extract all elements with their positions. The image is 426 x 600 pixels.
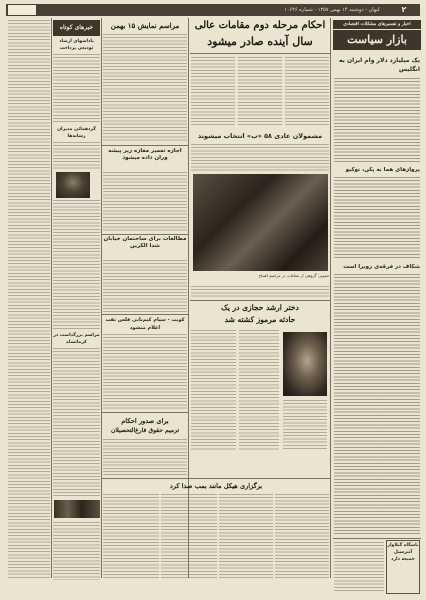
article-body [103, 172, 187, 232]
column-headline: مراسم بزرگداشت در کرمانشاه [53, 333, 100, 345]
story-headline: یک میلیارد دلار وام ایران به انگلیس [339, 57, 420, 73]
page-number: ۲ [401, 5, 407, 14]
column-headline: گردهمائی مدیران رسانه‌ها [57, 127, 96, 139]
section-rule [333, 538, 421, 539]
story-body [334, 78, 420, 162]
bottom-headline: برگزاری هیکل مانند بمب صدا کرد [169, 482, 263, 490]
section-rule [190, 300, 330, 301]
ad-body [334, 542, 384, 592]
article-column [161, 494, 217, 580]
article-body [53, 200, 100, 330]
article-column [285, 57, 329, 127]
masthead-date: کیهان - دوشنبه ۱۴ بهمن ۱۳۵۷ - شماره ۱۰۶۴۶ [284, 7, 380, 13]
article-column [191, 57, 235, 127]
section-rule [102, 145, 188, 146]
story-headline: شکاف در فرقه‌ی روبرا است [343, 264, 420, 270]
column-headline: مراسم نمایش ۱۵ بهمن [110, 21, 180, 30]
photo-caption: تصویر: گروهی از مقامات در مراسم افتتاح [258, 273, 329, 278]
article-column [219, 494, 273, 580]
bottom-headline: ترمیم حقوق فارغ‌التحصیلان [110, 427, 180, 434]
section-rule [190, 53, 330, 54]
article-body [8, 20, 50, 580]
article-body [53, 142, 100, 170]
sub-headline: مشمولان عادی ۵۸ «ب» انتخاب میشوند [197, 132, 323, 140]
right-box-kicker: اخبار و تفسیرهای مشکلات اقتصادی [333, 20, 421, 29]
story-body [334, 177, 420, 259]
article-body [103, 34, 187, 142]
article-column [283, 400, 327, 450]
column-headline: مطالعات برای ساختمان خیابان شدا الکرین [103, 236, 187, 249]
news-photo [193, 174, 328, 271]
section-rule [102, 314, 188, 315]
article-body [53, 522, 100, 580]
bottom-headline: برای صدور احکام [121, 417, 169, 425]
right-box-header: بازار سیاست [333, 30, 421, 50]
article-column [103, 494, 159, 580]
portrait-photo [56, 172, 90, 198]
story-headline: پروازهای هما به پکن، توکیو [345, 167, 420, 173]
article-body [191, 144, 329, 172]
column-headline: کویت - سیام کیم‌بانی فلس نفت اعلام میشود [105, 317, 185, 331]
column-headline: پاداشهای ارشاد تودیعی پرداخت [59, 39, 94, 51]
ad-headline: باشگاه گیلاوار آنترسیل جمیعه دارد [387, 543, 419, 562]
section-rule [102, 234, 188, 235]
section-rule [102, 478, 330, 479]
article-column [191, 330, 236, 450]
article-body [103, 334, 187, 410]
article-body [103, 260, 187, 312]
main-headline: احکام مرحله دوم مقامات عالی [194, 20, 326, 31]
column-headline: اجازه تعمیر مغازه زیر پیشه وران داده میشود [108, 148, 182, 161]
main-headline: سال آینده صادر میشود [207, 35, 313, 48]
masthead-logo [8, 5, 36, 15]
lower-headline: دختر ارشد حجازی در یک [221, 303, 299, 312]
article-column [275, 494, 329, 580]
article-body [53, 348, 100, 498]
section-rule [102, 412, 188, 413]
article-column [238, 57, 282, 127]
article-column [239, 330, 279, 450]
column-rule [101, 18, 102, 578]
story-body [334, 274, 420, 536]
left-box-header: خبرهای کوتاه [53, 20, 100, 36]
advertisement-image [54, 500, 100, 518]
caption-body [191, 286, 329, 298]
column-rule [51, 18, 52, 578]
portrait-photo [283, 332, 327, 396]
article-body [103, 439, 187, 475]
column-rule [330, 18, 331, 578]
lower-headline: حادثه مرموز کشته شد [224, 315, 296, 324]
article-body [53, 54, 100, 124]
